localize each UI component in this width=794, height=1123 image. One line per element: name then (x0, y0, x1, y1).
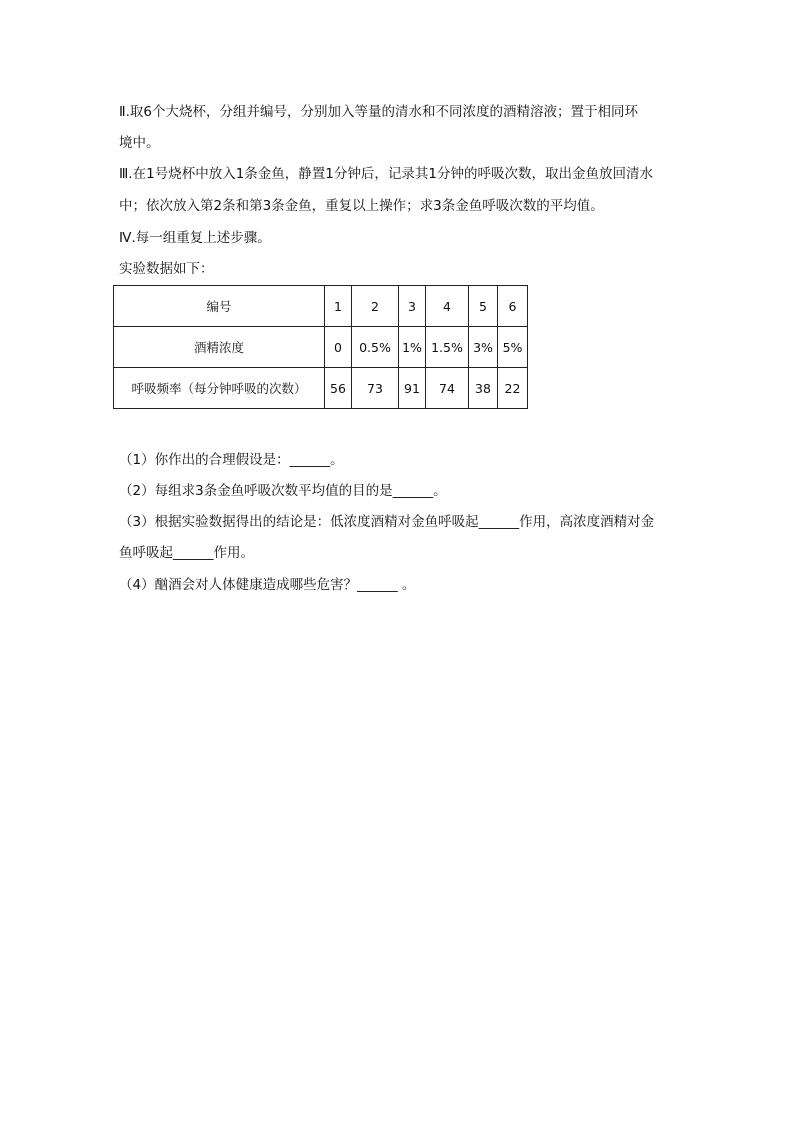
question-1: （1）你作出的合理假设是：______。 (119, 452, 344, 468)
table-cell: 5% (498, 327, 528, 368)
table-row-concentration (114, 327, 528, 368)
table-cell: 5 (469, 286, 498, 327)
table-cell: 2 (352, 286, 399, 327)
question-2: （2）每组求3条金鱼呼吸次数平均值的目的是______。 (119, 483, 447, 499)
table-cell: 56 (325, 368, 352, 409)
step-2-line-1: Ⅱ.取6个大烧杯，分组并编号，分别加入等量的清水和不同浓度的酒精溶液；置于相同环 (119, 104, 639, 120)
question-4: （4）酗酒会对人体健康造成哪些危害？______ 。 (119, 577, 416, 593)
row-label: 编号 (114, 286, 325, 327)
table-cell: 1.5% (426, 327, 469, 368)
table-cell: 22 (498, 368, 528, 409)
step-3-line-1: Ⅲ.在1号烧杯中放入1条金鱼，静置1分钟后，记录其1分钟的呼吸次数，取出金鱼放回清水 (119, 166, 653, 182)
row-label: 酒精浓度 (114, 327, 325, 368)
table-cell: 0 (325, 327, 352, 368)
table-row-breathing-rate (114, 368, 528, 409)
table-cell: 91 (399, 368, 426, 409)
experiment-data-table (113, 285, 528, 409)
table-cell: 1 (325, 286, 352, 327)
table-cell: 73 (352, 368, 399, 409)
table-row-number (114, 286, 528, 327)
table-cell: 0.5% (352, 327, 399, 368)
table-cell: 3% (469, 327, 498, 368)
step-4: Ⅳ.每一组重复上述步骤。 (119, 230, 271, 246)
row-label: 呼吸频率（每分钟呼吸的次数） (114, 368, 325, 409)
question-3-line-2: 鱼呼吸起______作用。 (119, 545, 254, 561)
table-cell: 38 (469, 368, 498, 409)
question-3-line-1: （3）根据实验数据得出的结论是：低浓度酒精对金鱼呼吸起______作用，高浓度酒精对金 (119, 514, 655, 530)
step-3-line-2: 中；依次放入第2条和第3条金鱼，重复以上操作；求3条金鱼呼吸次数的平均值。 (119, 198, 604, 214)
table-intro: 实验数据如下： (119, 261, 214, 277)
table-cell: 1% (399, 327, 426, 368)
step-2-line-2: 境中。 (119, 135, 160, 151)
table-cell: 6 (498, 286, 528, 327)
table-cell: 74 (426, 368, 469, 409)
table-cell: 3 (399, 286, 426, 327)
table-cell: 4 (426, 286, 469, 327)
